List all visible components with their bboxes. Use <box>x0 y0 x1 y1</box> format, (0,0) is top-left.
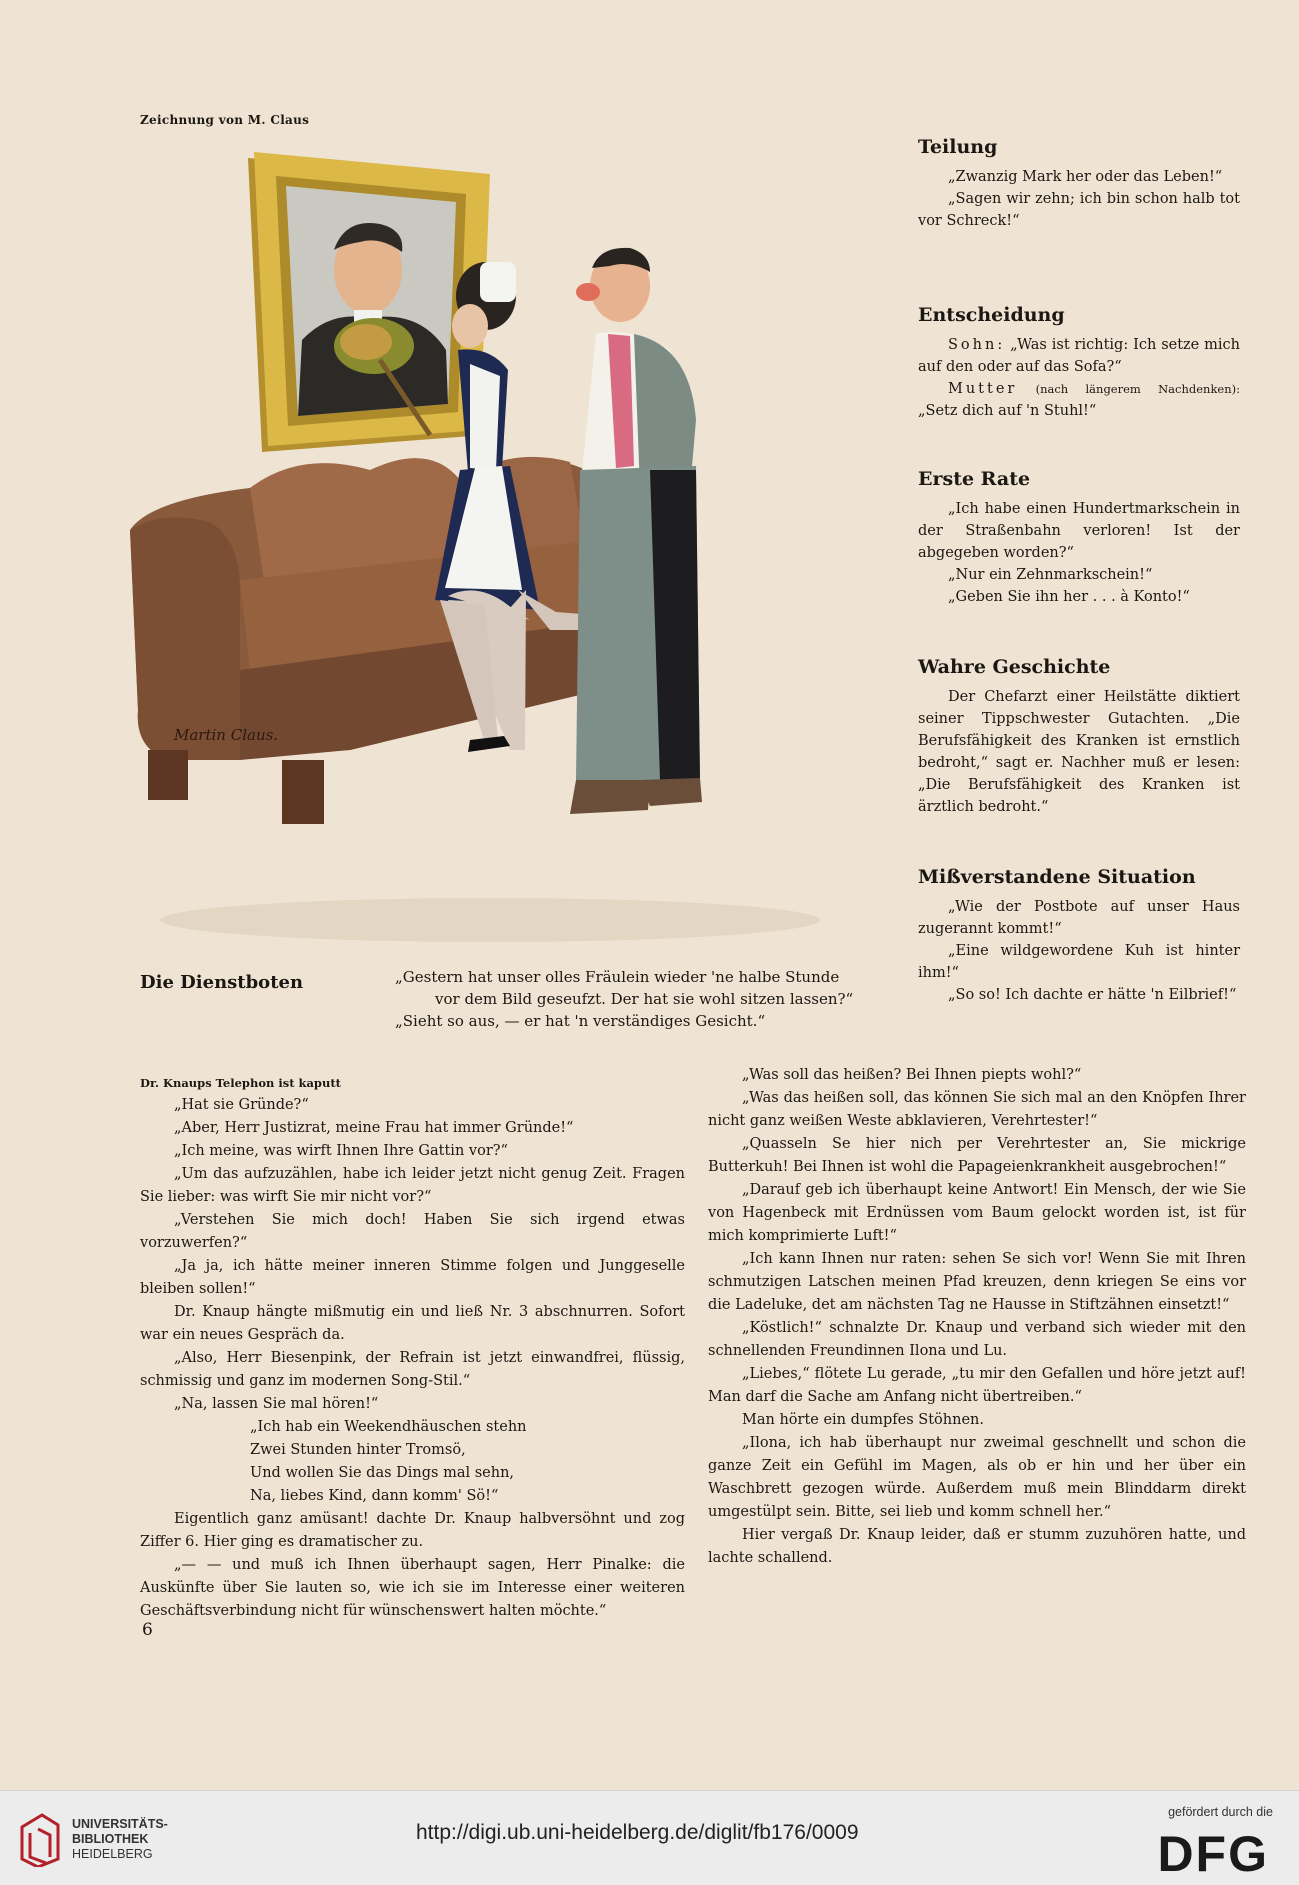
story-paragraph: „Was soll das heißen? Bei Ihnen piepts wohl?“ <box>742 1067 1082 1083</box>
joke-paragraph: „So so! Ich dachte er hätte 'n Eilbrief!“ <box>948 987 1237 1003</box>
page-number: 6 <box>142 1620 153 1640</box>
library-line: BIBLIOTHEK <box>72 1832 149 1846</box>
story-paragraph: Man hörte ein dumpfes Stöhnen. <box>742 1412 984 1428</box>
story-paragraph: Eigentlich ganz amüsant! dachte Dr. Knaup halbversöhnt und zog Ziffer 6. Hier ging es dramatischer zu. <box>140 1511 685 1550</box>
butler-figure <box>570 248 702 814</box>
story-paragraph: „Was das heißen soll, das können Sie sich mal an den Knöpfen Ihrer nicht ganz weißen Weste abklavieren, Verehrtester!“ <box>708 1090 1246 1129</box>
joke-paragraph: „Ich habe einen Hundertmarkschein in der Straßenbahn verloren! Ist der abgegeben worden?“ <box>918 501 1240 561</box>
caption-line: „Gestern hat unser olles Fräulein wieder 'ne halbe Stunde <box>395 968 840 986</box>
story-paragraph: Hier vergaß Dr. Knaup leider, daß er stumm zuzuhören hatte, und lachte schallend. <box>708 1527 1246 1566</box>
viewer-footer <box>0 1790 1299 1885</box>
story-paragraph: „Um das aufzuzählen, habe ich leider jetzt nicht genug Zeit. Fragen Sie lieber: was wirft Sie mir nicht vor?“ <box>140 1166 685 1205</box>
story-paragraph: „Darauf geb ich überhaupt keine Antwort! Ein Mensch, der wie Sie von Hagenbeck mit Erdnüssen vom Baum gelockt worden ist, ist für mich komprimierte Luft!“ <box>708 1182 1246 1244</box>
joke-paragraph: „Eine wildgewordene Kuh ist hinter ihm!“ <box>918 943 1240 981</box>
story-paragraph: „Also, Herr Biesenpink, der Refrain ist jetzt einwandfrei, flüssig, schmissig und ganz im modernen Song-Stil.“ <box>140 1350 685 1389</box>
story-paragraph: „Na, lassen Sie mal hören!“ <box>174 1396 379 1412</box>
joke-paragraph: „Wie der Postbote auf unser Haus zugerannt kommt!“ <box>918 899 1240 937</box>
joke-paragraph: Der Chefarzt einer Heilstätte diktiert seiner Tippschwester Gutachten. „Die Berufsfähigkeit des Kranken ist ernstlich bedroht,“ sagt er. Nachher muß er lesen: „Die Berufsfähigkeit des Kranken ist ärztlich bedroht.“ <box>918 689 1240 815</box>
story-paragraph: „Quasseln Se hier nich per Verehrtester an, Sie mickrige Butterkuh! Bei Ihnen ist wohl die Papageienkrankheit ausgebrochen!“ <box>708 1136 1246 1175</box>
funding-label: gefördert durch die <box>1168 1805 1273 1819</box>
illustration-credit: Zeichnung von M. Claus <box>140 113 310 127</box>
caption-line: „Sieht so aus, — er hat 'n verständiges Gesicht.“ <box>395 1012 766 1030</box>
artist-signature: Martin Claus. <box>174 726 279 744</box>
ub-heidelberg-logo-icon[interactable] <box>18 1813 62 1867</box>
story-heading: Dr. Knaups Telephon ist kaputt <box>140 1076 341 1090</box>
verse-line: Zwei Stunden hinter Tromsö, <box>250 1442 466 1458</box>
story-paragraph: Dr. Knaup hängte mißmutig ein und ließ Nr. 3 abschnurren. Sofort war ein neues Gespräch da. <box>140 1304 685 1343</box>
verse-line: „Ich hab ein Weekendhäuschen stehn <box>250 1419 527 1435</box>
speaker-label: Mutter <box>948 381 1018 397</box>
joke-title: Wahre Geschichte <box>918 656 1111 678</box>
story-paragraph: „Ilona, ich hab überhaupt nur zweimal geschnellt und schon die ganze Zeit ein Gefühl im Magen, als ob er hin und her über ein Waschbrett gezogen würde. Außerdem muß mein Blinddarm direkt umgestülpt sein. Bitte, sei lieb und komm schnell her.“ <box>708 1435 1246 1520</box>
joke-paragraph: „Zwanzig Mark her oder das Leben!“ <box>948 169 1223 185</box>
cartoon-caption <box>395 966 920 1032</box>
joke-erste-rate <box>918 468 1240 608</box>
story-paragraph: „Aber, Herr Justizrat, meine Frau hat immer Gründe!“ <box>174 1120 574 1136</box>
story-paragraph: „Hat sie Gründe?“ <box>174 1097 309 1113</box>
joke-paragraph: „Sagen wir zehn; ich bin schon halb tot vor Schreck!“ <box>918 191 1240 229</box>
joke-line: „Setz dich auf 'n Stuhl!“ <box>918 403 1097 419</box>
library-line: UNIVERSITÄTS- <box>72 1817 168 1831</box>
story-paragraph: „Köstlich!“ schnalzte Dr. Knaup und verband sich wieder mit den schnellenden Freundinnen Ilona und Lu. <box>708 1320 1246 1359</box>
story-paragraph: „Ich kann Ihnen nur raten: sehen Se sich vor! Wenn Sie mit Ihren schmutzigen Latschen meinen Pfad kreuzen, denn kriegen Se eins vor die Ladeluke, det am nächsten Tag ne Hausse in Stiftzähnen einsetzt!“ <box>708 1251 1246 1313</box>
joke-title: Erste Rate <box>918 468 1031 490</box>
verse-line: Na, liebes Kind, dann komm' Sö!“ <box>250 1488 499 1504</box>
speaker-label: Sohn: <box>948 337 1006 353</box>
cartoon-drawing <box>130 150 830 955</box>
library-name[interactable] <box>72 1817 168 1862</box>
sofa <box>130 457 610 824</box>
story-paragraph: „Ja ja, ich hätte meiner inneren Stimme folgen und Junggeselle bleiben sollen!“ <box>140 1258 685 1297</box>
story-column-right <box>708 1064 1246 1570</box>
joke-paragraph: „Nur ein Zehnmarkschein!“ <box>948 567 1153 583</box>
cartoon-title: Die Dienstboten <box>140 972 304 993</box>
joke-missverstandene-situation <box>918 866 1240 1006</box>
portrait-frame <box>248 152 490 452</box>
verse-line: Und wollen Sie das Dings mal sehn, <box>250 1465 515 1481</box>
joke-title: Entscheidung <box>918 304 1065 326</box>
joke-teilung <box>918 136 1240 232</box>
joke-paragraph <box>918 378 1240 422</box>
joke-line: „Was ist richtig: Ich setze mich auf den oder auf das Sofa?“ <box>918 337 1240 375</box>
joke-title: Mißverstandene Situation <box>918 866 1196 888</box>
library-line: HEIDELBERG <box>72 1847 153 1861</box>
story-paragraph: „Liebes,“ flötete Lu gerade, „tu mir den Gefallen und höre jetzt auf! Man darf die Sache am Anfang nicht übertreiben.“ <box>708 1366 1246 1405</box>
story-column-left <box>140 1094 685 1623</box>
story-paragraph: „— — und muß ich Ihnen überhaupt sagen, Herr Pinalke: die Auskünfte über Sie lauten so, wie ich sie im Interesse einer weiteren Geschäftsverbindung nicht für wünschenswert halten möchte.“ <box>140 1557 685 1619</box>
caption-line: vor dem Bild geseufzt. Der hat sie wohl sitzen lassen?“ <box>435 990 854 1008</box>
joke-title: Teilung <box>918 136 998 158</box>
story-paragraph: „Ich meine, was wirft Ihnen Ihre Gattin vor?“ <box>174 1143 508 1159</box>
stage-note: (nach längerem Nachdenken): <box>1035 382 1240 396</box>
story-paragraph: „Verstehen Sie mich doch! Haben Sie sich irgend etwas vorzuwerfen?“ <box>140 1212 685 1251</box>
cartoon-illustration <box>130 150 830 955</box>
joke-wahre-geschichte <box>918 656 1240 818</box>
joke-paragraph: „Geben Sie ihn her . . . à Konto!“ <box>948 589 1190 605</box>
joke-entscheidung <box>918 304 1240 422</box>
permalink-url[interactable]: http://digi.ub.uni-heidelberg.de/diglit/fb176/0009 <box>416 1821 859 1844</box>
joke-paragraph <box>918 334 1240 378</box>
dfg-logo-icon[interactable]: DFG <box>1157 1826 1269 1882</box>
